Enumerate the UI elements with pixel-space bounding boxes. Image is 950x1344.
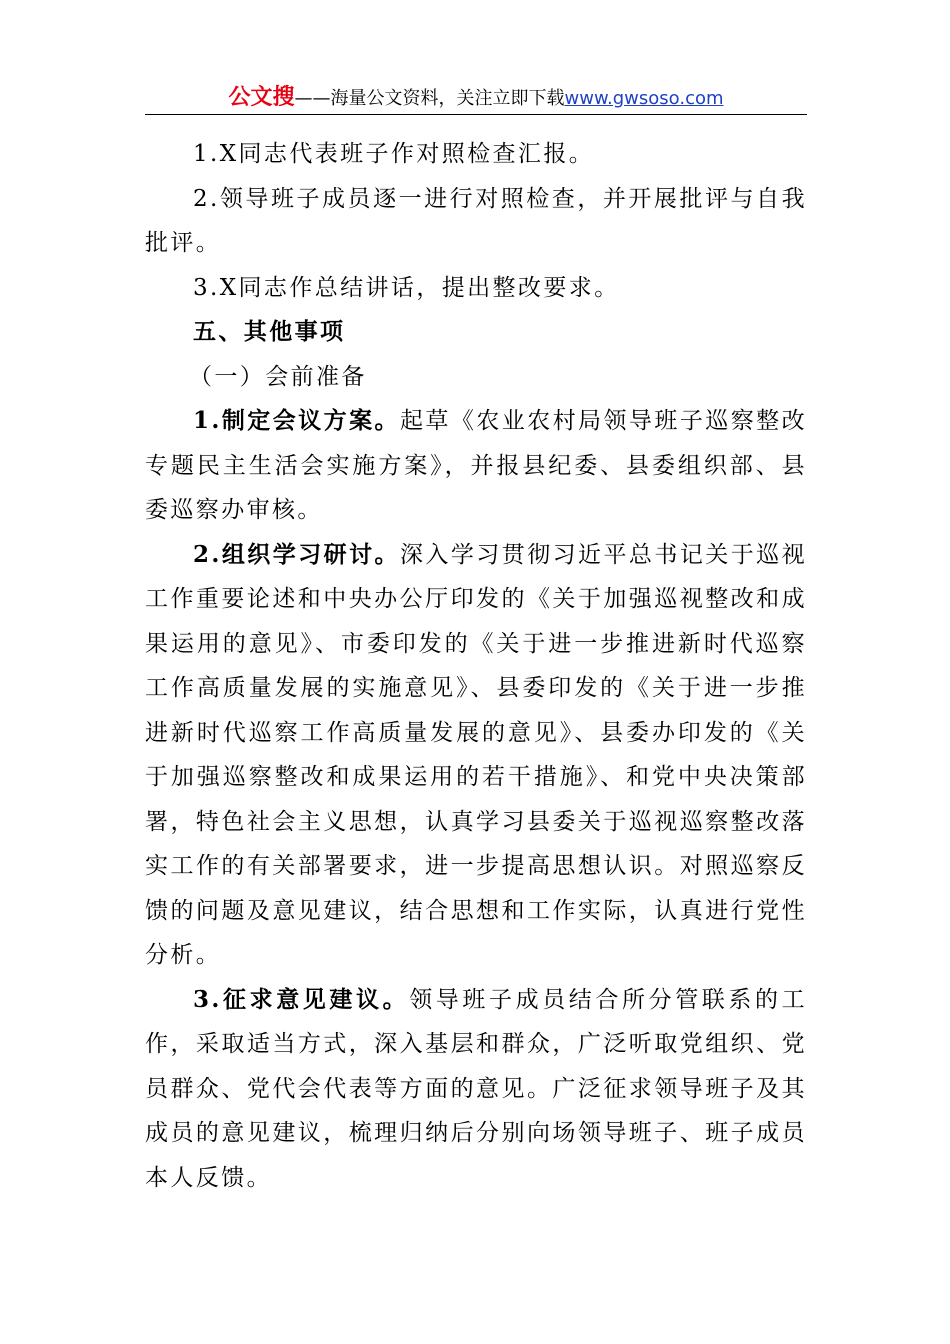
- paragraph-text: 3.X同志作总结讲话，提出整改要求。: [193, 274, 620, 301]
- subsection-heading: [145, 355, 807, 400]
- paragraph-item-1: [145, 132, 807, 177]
- paragraph-meeting-plan: [145, 399, 807, 533]
- paragraph-item-3: [145, 266, 807, 311]
- paragraph-lead: 1.制定会议方案。: [193, 407, 400, 434]
- paragraph-lead: 2.组织学习研讨。: [193, 540, 400, 568]
- header-url-link[interactable]: www.gwsoso.com: [564, 88, 724, 109]
- brand-logo-text: 公文搜: [228, 85, 295, 110]
- paragraph-text: 深入学习贯彻习近平总书记关于巡视工作重要论述和中央办公厅印发的《关于加强巡视整改和成果运用的意见》、市委印发的《关于进一步推进新时代巡察工作高质量发展的实施意见》、县委印发的《关于进一步推进新时代巡察工作高质量发展的意见》、县委办印发的《关于加强巡察整改和成果运用的若干措施》、和党中央决策部署，特色社会主义思想，认真学习县委关于巡视巡察整改落实工作的有关部署要求，进一步提高思想认识。对照巡察反馈的问题及意见建议，结合思想和工作实际，认真进行党性分析。: [145, 541, 807, 968]
- paragraph-text: 领导班子成员结合所分管联系的工作，采取适当方式，深入基层和群众，广泛听取党组织、党员群众、党代会代表等方面的意见。广泛征求领导班子及其成员的意见建议，梳理归纳后分别向场领导班子、班子成员本人反馈。: [145, 986, 807, 1191]
- paragraph-text: 起草《农业农村局领导班子巡察整改专题民主生活会实施方案》，并报县纪委、县委组织部、县委巡察办审核。: [145, 408, 807, 523]
- paragraph-text: 1.X同志代表班子作对照检查汇报。: [193, 141, 595, 167]
- header-divider: [145, 114, 807, 115]
- header-tagline: ——海量公文资料，关注立即下载: [294, 88, 565, 109]
- subsection-heading-text: （一）会前准备: [189, 363, 367, 390]
- page-header: [145, 80, 807, 116]
- section-heading-text: 五、其他事项: [193, 318, 346, 345]
- paragraph-item-2: [145, 177, 807, 266]
- section-heading: [145, 310, 807, 355]
- paragraph-text: 2.领导班子成员逐一进行对照检查，并开展批评与自我批评。: [145, 185, 807, 256]
- paragraph-opinions: [145, 978, 807, 1201]
- document-body: [145, 132, 807, 1200]
- paragraph-study: [145, 533, 807, 978]
- paragraph-lead: 3.征求意见建议。: [193, 985, 410, 1013]
